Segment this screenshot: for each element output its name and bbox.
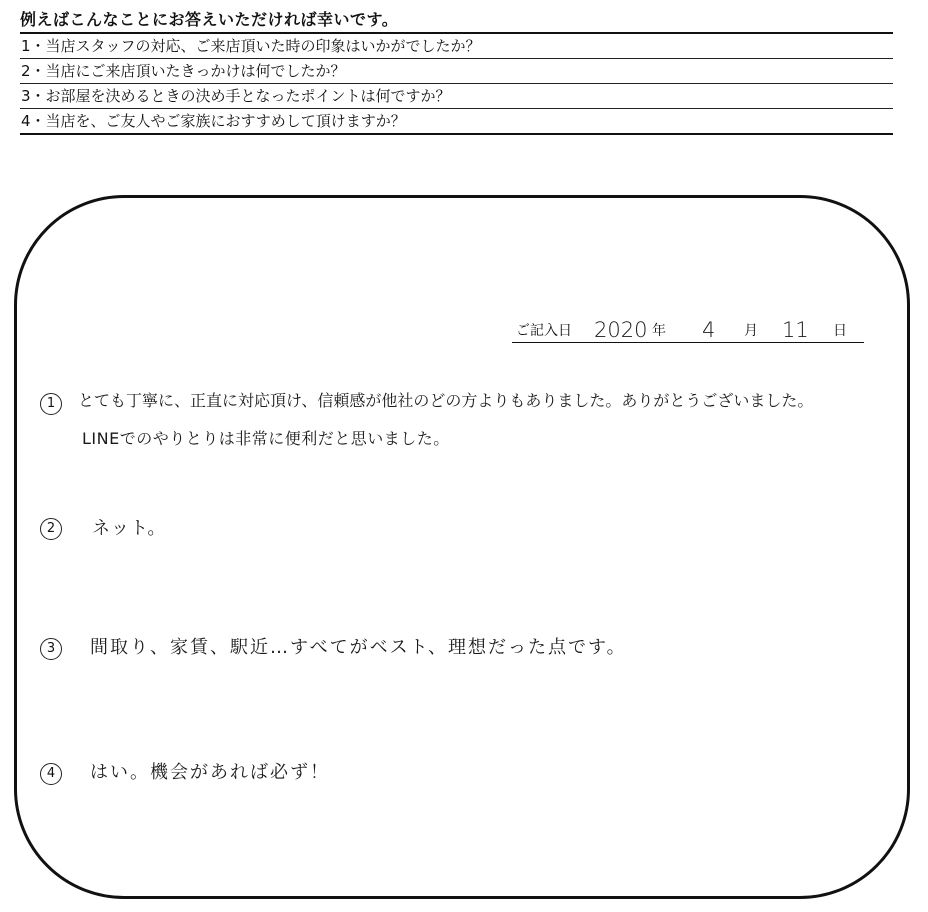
answer-4-number: 4 <box>40 763 62 785</box>
question-2: 2・当店にご来店頂いたきっかけは何でしたか？ <box>20 59 893 84</box>
question-4: 4・当店を、ご友人やご家族におすすめして頂けますか？ <box>20 109 893 135</box>
date-day: 11 <box>782 318 809 342</box>
answer-2-number: 2 <box>40 518 62 540</box>
question-1: 1・当店スタッフの対応、ご来店頂いた時の印象はいかがでしたか？ <box>20 34 893 59</box>
answer-card <box>14 195 910 899</box>
date-month-unit: 月 <box>744 323 758 339</box>
date-month: 4 <box>702 318 716 342</box>
header-title: 例えばこんなことにお答えいただければ幸いです。 <box>20 8 893 34</box>
date-row <box>512 310 864 343</box>
answer-1-line-2: LINEでのやりとりは非常に便利だと思いました。 <box>82 429 450 448</box>
answer-4-line-1: はい。機会があれば必ず！ <box>90 762 330 783</box>
question-3: 3・お部屋を決めるときの決め手となったポイントは何ですか？ <box>20 84 893 109</box>
answer-1-line-1: とても丁寧に、正直に対応頂け、信頼感が他社のどの方よりもありました。ありがとうございました。 <box>78 391 814 410</box>
date-year: 2020 <box>594 318 648 342</box>
date-day-unit: 日 <box>833 323 847 339</box>
date-label: ご記入日 <box>516 323 572 339</box>
answer-2-line-1: ネット。 <box>92 518 167 539</box>
answer-1-number: 1 <box>40 393 62 415</box>
question-header <box>20 8 893 135</box>
answer-3-number: 3 <box>40 638 62 660</box>
date-year-unit: 年 <box>652 323 666 339</box>
answer-3-line-1: 間取り、家賃、駅近…すべてがベスト、理想だった点です。 <box>90 637 627 658</box>
